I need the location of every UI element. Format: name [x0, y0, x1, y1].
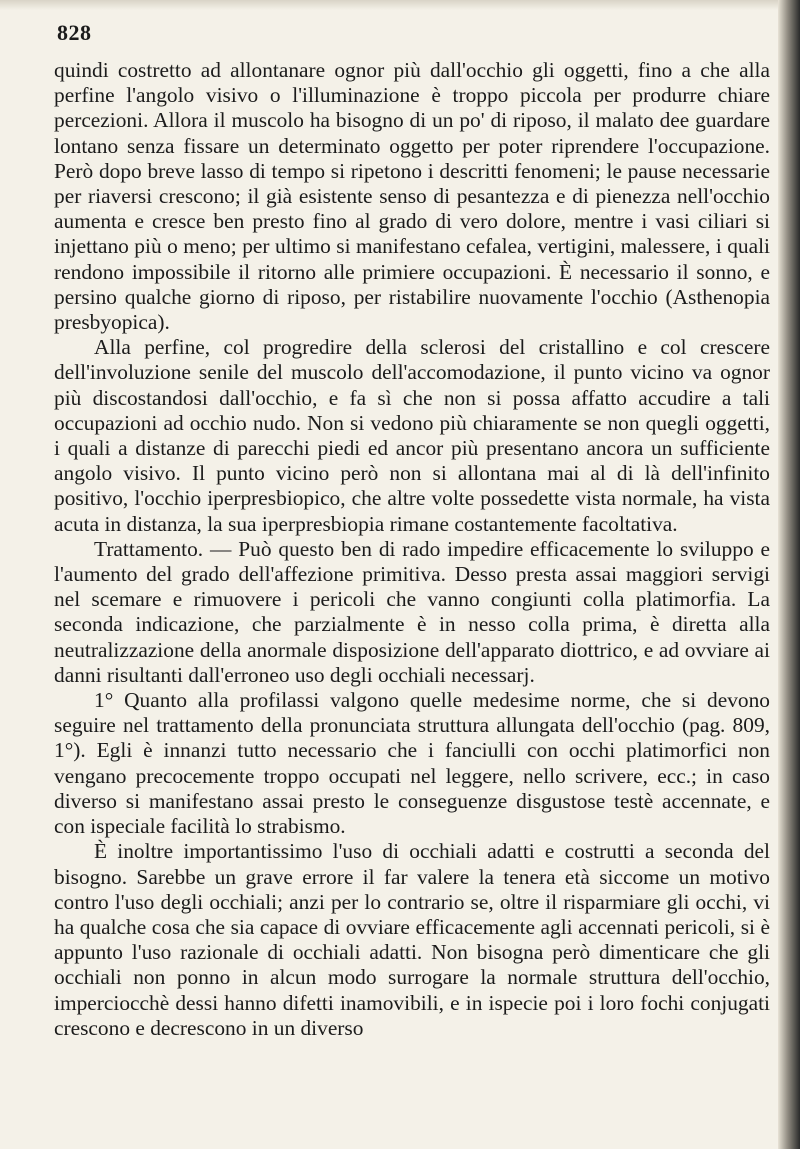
paragraph-2: Alla perfine, col progredire della sclerosi del cristallino e col crescere dell'involuzione senile del muscolo dell'accomodazione, il punto vicino va ognor più discostandosi dall'occhio, e fa sì che non si possa affatto accudire a tali occupazioni ad occhio nudo. Non si vedono più chiaramente se non quegli oggetti, i quali a distanze di parecchi piedi ed ancor più presentano ancora un sufficiente angolo visivo. Il punto vicino però non si allontana mai al di là dell'infinito positivo, l'occhio iperpresbiopico, che altre volte possedette vista normale, ha vista acuta in distanza, la sua iperpresbiopia rimane costantemente facoltativa. [54, 335, 770, 536]
paragraph-3-treatment: Trattamento. — Può questo ben di rado impedire efficacemente lo sviluppo e l'aumento del grado dell'affezione primitiva. Desso presta assai maggiori servigi nel scemare e rimuovere i pericoli che vanno congiunti colla platimorfia. La seconda indicazione, che parzialmente è in nesso colla prima, è diretta alla neutralizzazione della anormale disposizione dell'apparato diottrico, e ad ovviare ai danni risultanti dall'erroneo uso degli occhiali necessarj. [54, 536, 770, 687]
paragraph-4-prophylaxis: 1° Quanto alla profilassi valgono quelle medesime norme, che si devono seguire nel trattamento della pronunciata struttura allungata dell'occhio (pag. 809, 1°). Egli è innanzi tutto necessario che i fanciulli con occhi platimorfici non vengano precocemente troppo occupati nel leggere, nello scrivere, ecc.; in caso diverso si manifestano assai presto le conseguenze disgustose testè accennate, e con ispeciale facilità lo strabismo. [54, 688, 770, 839]
page-top-shadow [0, 0, 800, 10]
paragraph-5-glasses: È inoltre importantissimo l'uso di occhiali adatti e costrutti a seconda del bisogno. Sarebbe un grave errore il far valere la tenera età siccome un motivo contro l'uso degli occhiali; anzi per lo contrario se, oltre il risparmiare gli occhi, vi ha qualche cosa che sia capace di ovviare efficacemente agli accennati pericoli, si è appunto l'uso razionale di occhiali adatti. Non bisogna però dimenticare che gli occhiali non ponno in alcun modo surrogare la normale struttura dell'occhio, imperciocchè dessi hanno difetti inamovibili, e in ispecie poi i loro fochi conjugati crescono e decrescono in un diverso [54, 839, 770, 1040]
paragraph-1: quindi costretto ad allontanare ognor più dall'occhio gli oggetti, fino a che alla perfine l'angolo visivo o l'illuminazione è troppo piccola per produrre chiare percezioni. Allora il muscolo ha bisogno di un po' di riposo, il malato dee guardare lontano senza fissare un determinato oggetto per poter riprendere l'occupazione. Però dopo breve lasso di tempo si ripetono i descritti fenomeni; le pause necessarie per riaversi crescono; il già esistente senso di pesantezza e di pienezza nell'occhio aumenta e cresce ben presto fino al grado di vero dolore, mentre i vasi ciliari si injettano più o meno; per ultimo si manifestano cefalea, vertigini, malessere, i quali rendono impossibile il ritorno alle primiere occupazioni. È necessario il sonno, e persino qualche giorno di riposo, per ristabilire nuovamente l'occhio (Asthenopia presbyopica). [54, 58, 770, 335]
page-binding-edge [778, 0, 800, 1149]
body-text [54, 58, 770, 1041]
page-number: 828 [57, 20, 92, 45]
